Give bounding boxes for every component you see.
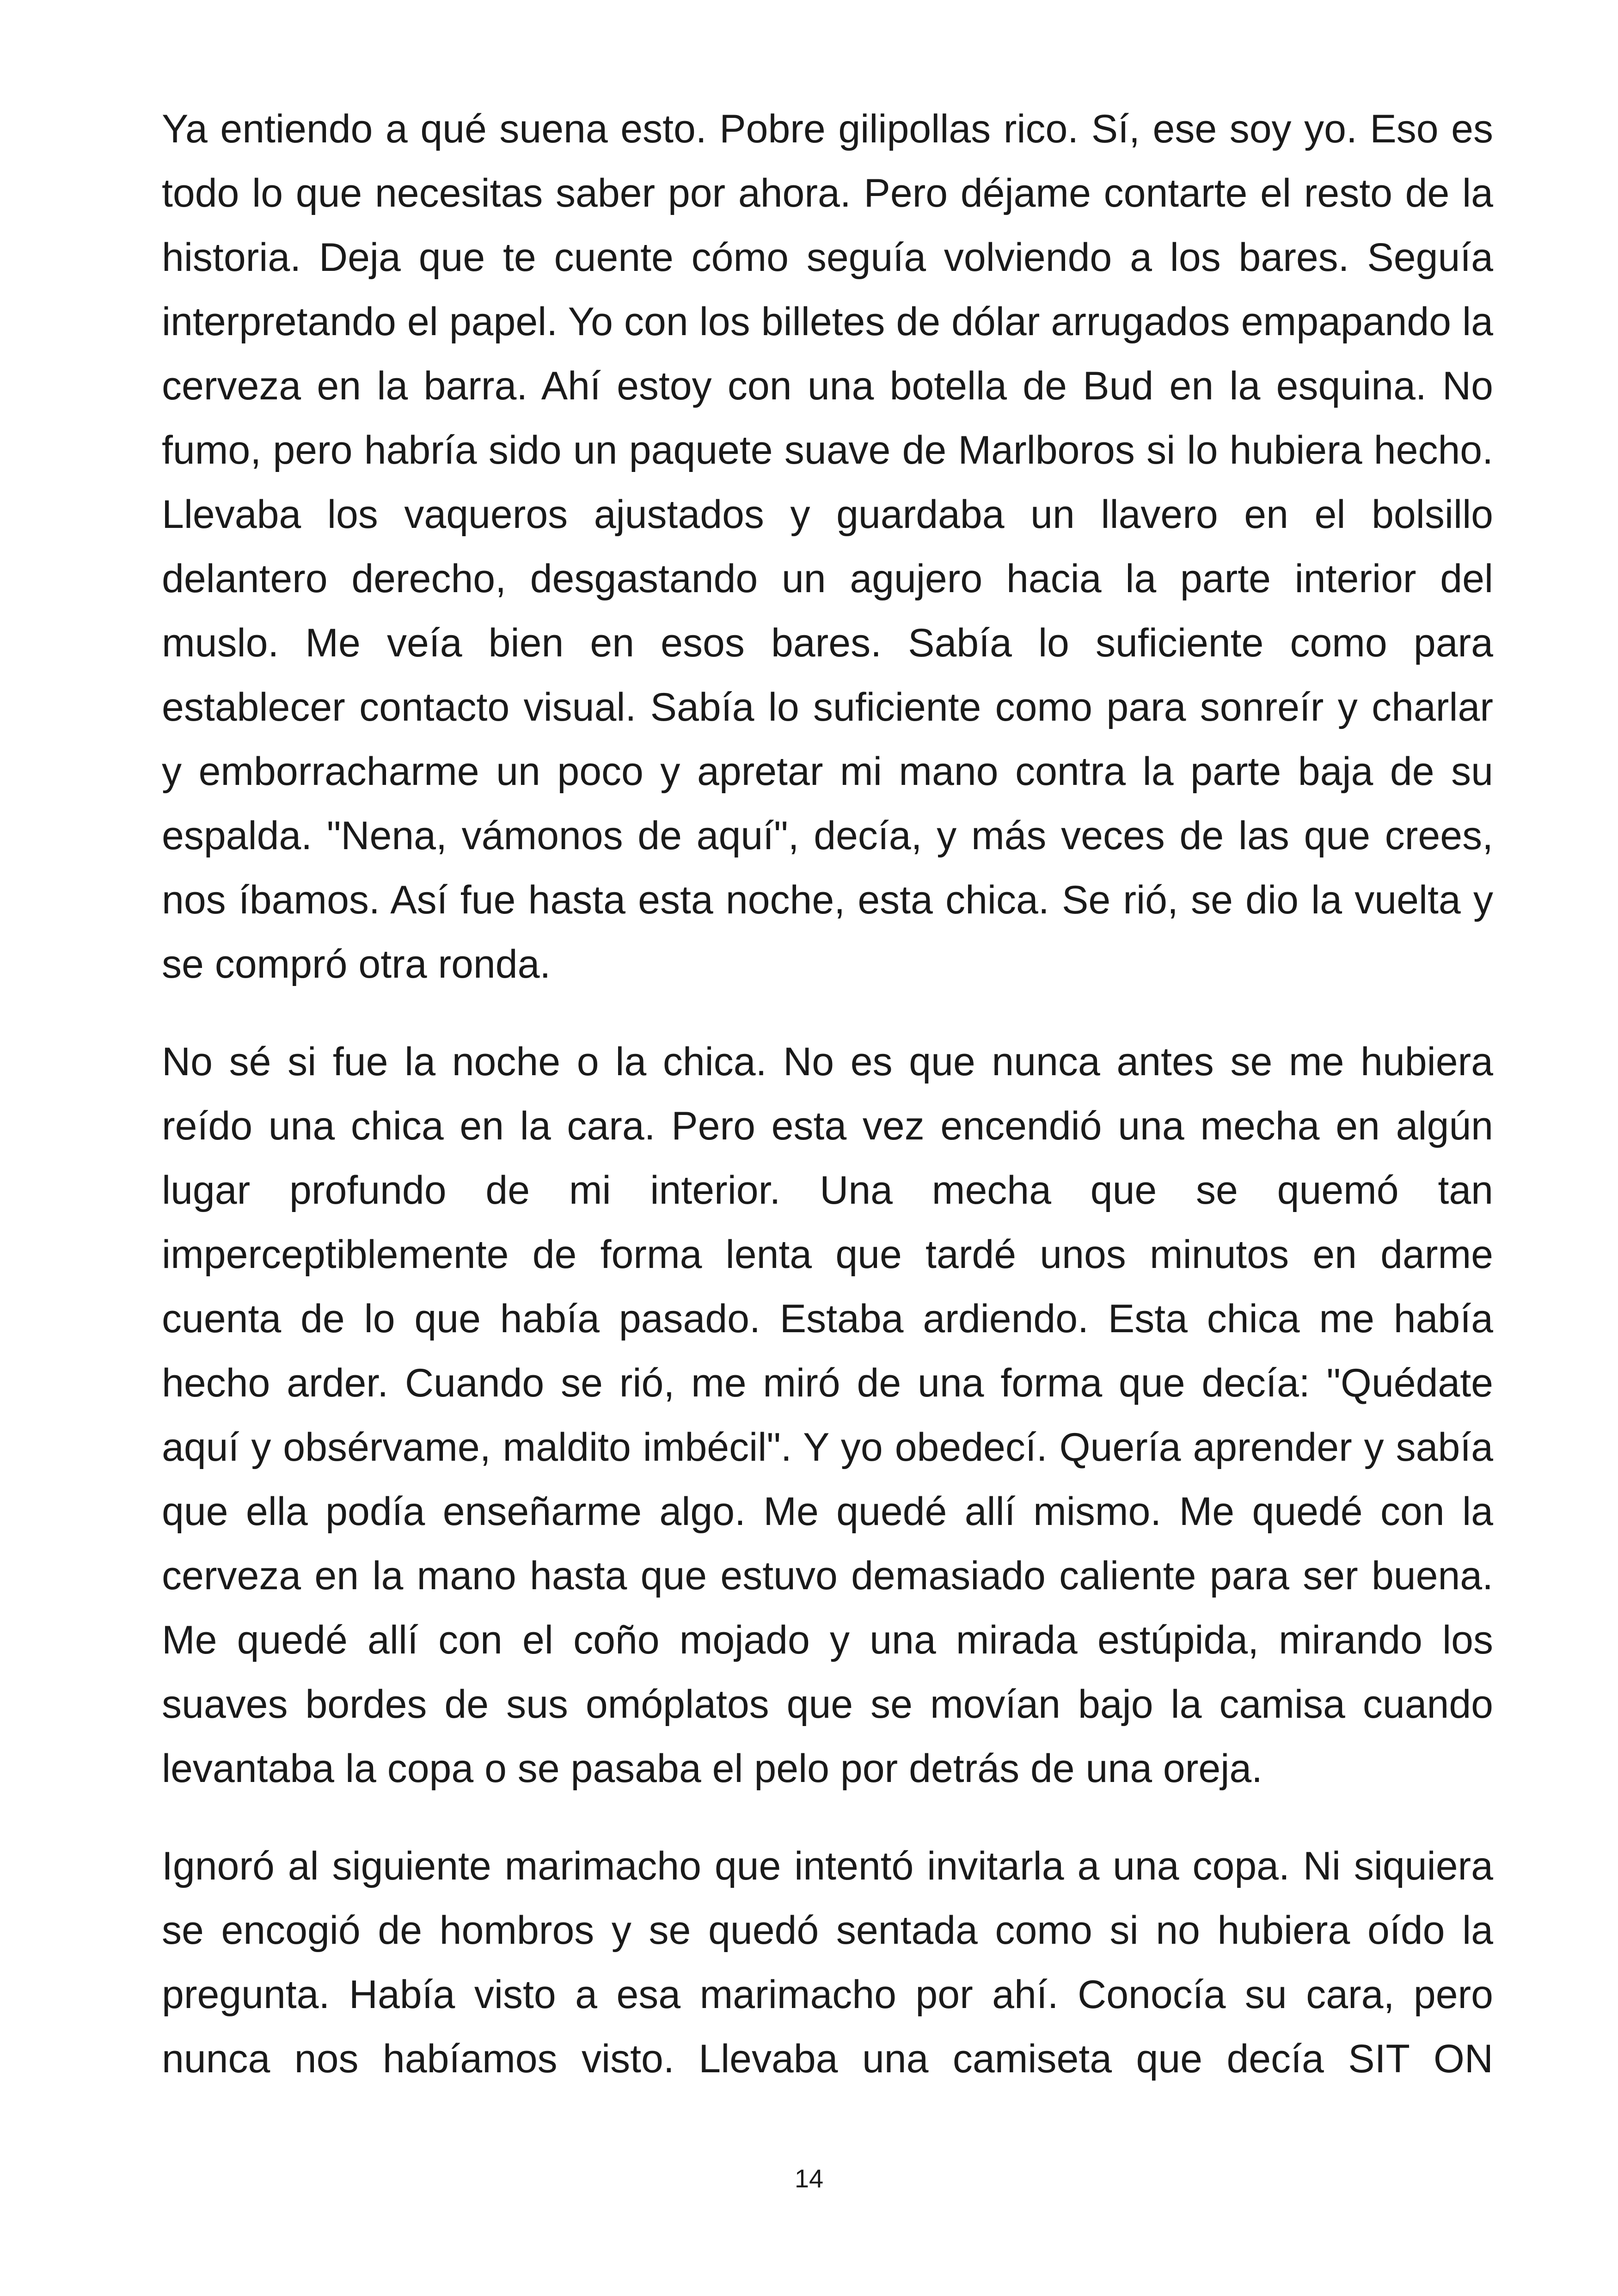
- body-text: [162, 97, 1493, 2091]
- page-number: 14: [794, 2164, 824, 2193]
- paragraph-3: Ignoró al siguiente marimacho que intentó invitarla a una copa. Ni siquiera se encogió de hombros y se quedó sentada como si no hubiera oído la pregunta. Había visto a esa marimacho por ahí. Conocía su cara, pero nunca nos habíamos visto. Llevaba una camiseta que decía SIT ON: [162, 1844, 1493, 2081]
- paragraph-2: No sé si fue la noche o la chica. No es que nunca antes se me hubiera reído una chica en la cara. Pero esta vez encendió una mecha en algún lugar profundo de mi interior. Una mecha que se quemó tan imperceptiblemente de forma lenta que tardé unos minutos en darme cuenta de lo que había pasado. Estaba ardiendo. Esta chica me había hecho arder. Cuando se rió, me miró de una forma que decía: "Quédate aquí y obsérvame, maldito imbécil". Y yo obedecí. Quería aprender y sabía que ella podía enseñarme algo. Me quedé allí mismo. Me quedé con la cerveza en la mano hasta que estuvo demasiado caliente para ser buena. Me quedé allí con el coño mojado y una mirada estúpida, mirando los suaves bordes de sus omóplatos que se movían bajo la camisa cuando levantaba la copa o se pasaba el pelo por detrás de una oreja.: [162, 1040, 1493, 1791]
- paragraph-1: Ya entiendo a qué suena esto. Pobre gilipollas rico. Sí, ese soy yo. Eso es todo lo que necesitas saber por ahora. Pero déjame contarte el resto de la historia. Deja que te cuente cómo seguía volviendo a los bares. Seguía interpretando el papel. Yo con los billetes de dólar arrugados empapando la cerveza en la barra. Ahí estoy con una botella de Bud en la esquina. No fumo, pero habría sido un paquete suave de Marlboros si lo hubiera hecho. Llevaba los vaqueros ajustados y guardaba un llavero en el bolsillo delantero derecho, desgastando un agujero hacia la parte interior del muslo. Me veía bien en esos bares. Sabía lo suficiente como para establecer contacto visual. Sabía lo suficiente como para sonreír y charlar y emborracharme un poco y apretar mi mano contra la parte baja de su espalda. "Nena, vámonos de aquí", decía, y más veces de las que crees, nos íbamos. Así fue hasta esta noche, esta chica. Se rió, se dio la vuelta y se compró otra ronda.: [162, 107, 1493, 986]
